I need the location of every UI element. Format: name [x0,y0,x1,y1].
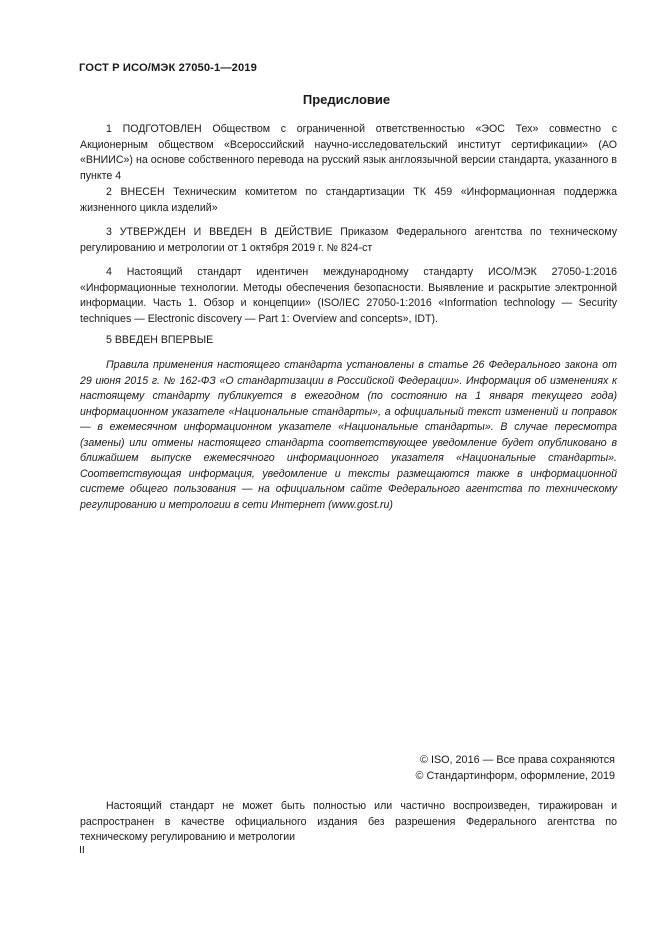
page-title: Предисловие [302,92,391,107]
foreword-item-4: 4 Настоящий стандарт идентичен международному стандарту ИСО/МЭК 27050-1:2016 «Информационные технологии. Методы обеспечения безопасности. Выявление и раскрытие электронной информации. Часть 1. Обзор и концепции» (ISO/IEC 27050-1:2016 «Information technology — Security techniques — Electronic discovery — Part 1: Overview and concepts», IDT). [80,266,617,325]
foreword-item-5: 5 ВВЕДЕН ВПЕРВЫЕ [106,334,214,346]
copyright-standartinform: © Стандартинформ, оформление, 2019 [415,770,615,782]
foreword-item-3: 3 УТВЕРЖДЕН И ВВЕДЕН В ДЕЙСТВИЕ Приказом Федерального агентства по техническому регулированию и метрологии от 1 октября 2019 г. № 824-ст [80,226,617,254]
reproduction-notice: Настоящий стандарт не может быть полностью или частично воспроизведен, тиражирован и распространен в качестве официального издания без разрешения Федерального агентства по техническому регулированию и метрологии [80,800,617,843]
foreword-item-1: 1 ПОДГОТОВЛЕН Обществом с ограниченной ответственностью «ЭОС Тех» совместно с Акционерным обществом «Всероссийский научно-исследовательский институт сертификации» (АО «ВНИИС») на основе собственного перевода на русский язык англоязычной версии стандарта, указанного в пункте 4 [80,123,617,182]
document-header: ГОСТ Р ИСО/МЭК 27050-1—2019 [79,62,257,74]
rules-notice: Правила применения настоящего стандарта установлены в статье 26 Федерального закона от 29 июня 2015 г. № 162-ФЗ «О стандартизации в Российской Федерации». Информация об изменениях к настоящему стандарту публикуется в ежегодном (по состоянию на 1 января текущего года) информационном указателе «Национальные стандарты», а официальный текст изменений и поправок — в ежемесячном информационном указателе «Национальные стандарты». В случае пересмотра (замены) или отмены настоящего стандарта соответствующее уведомление будет опубликовано в ближайшем выпуске ежемесячного информационного указателя «Национальные стандарты». Соответствующая информация, уведомление и тексты размещаются также в информационной системе общего пользования — на официальном сайте Федерального агентства по техническому регулированию и метрологии в сети Интернет (www.gost.ru) [80,359,617,511]
foreword-item-2: 2 ВНЕСЕН Техническим комитетом по стандартизации ТК 459 «Информационная поддержка жизненного цикла изделий» [80,186,617,214]
page-number: II [79,844,85,856]
copyright-iso: © ISO, 2016 — Все права сохраняются [420,754,615,766]
